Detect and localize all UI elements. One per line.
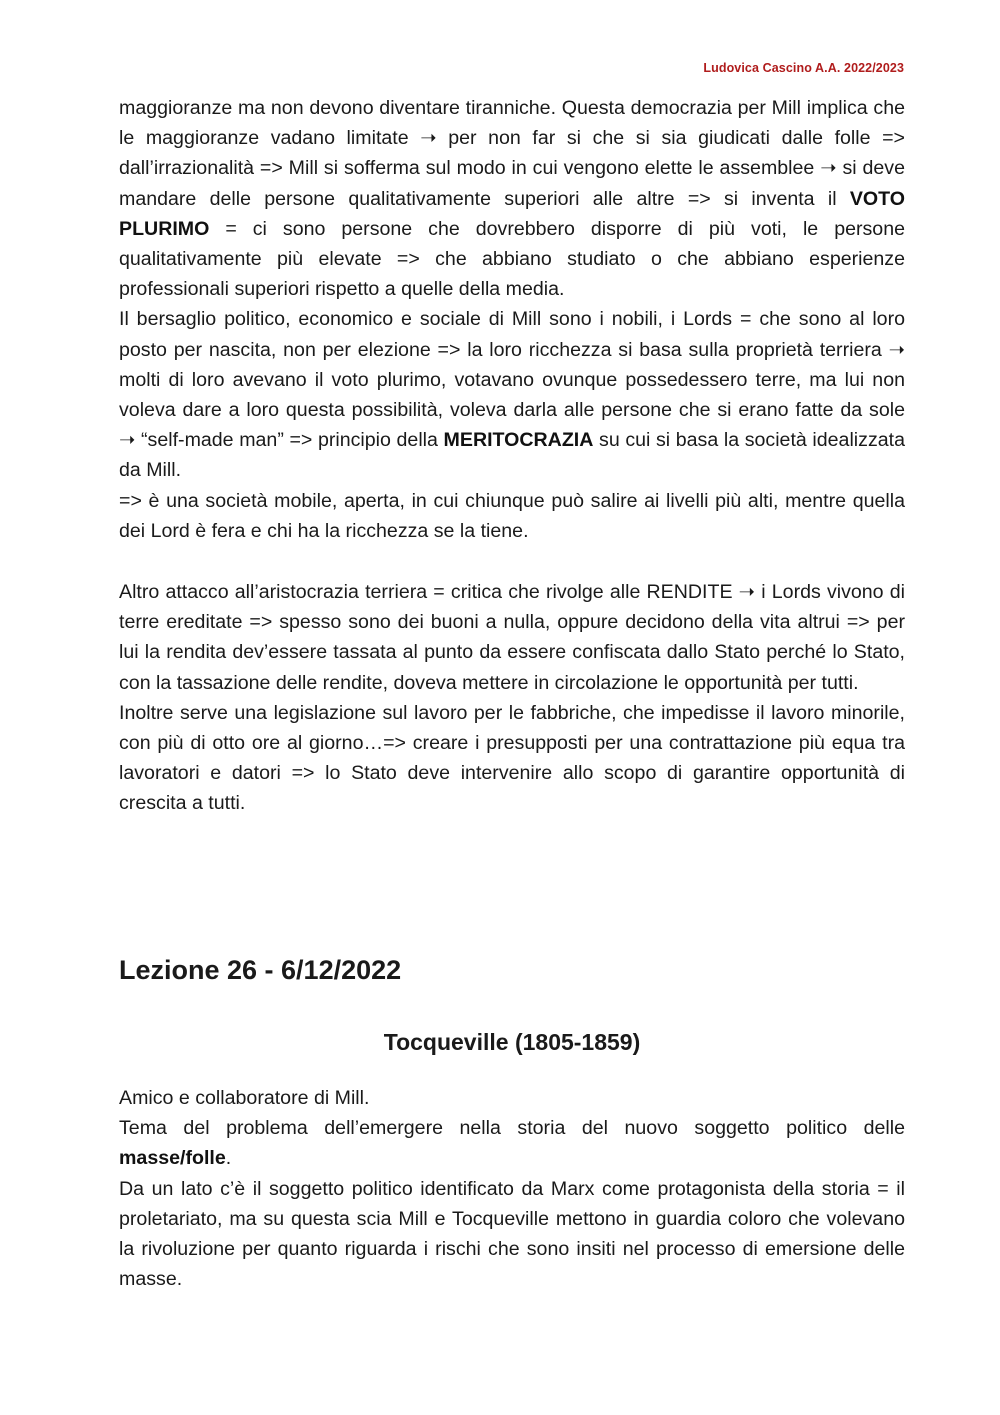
lesson-title: Lezione 26 - 6/12/2022 [119, 955, 402, 985]
bold-term-voto-plurimo: VOTO PLURIMO [119, 187, 905, 240]
paragraph-amico-mill: Amico e collaboratore di Mill. [119, 1087, 370, 1109]
paragraph-proletariato: Da un lato c’è il soggetto politico identificato da Marx come protagonista della storia = il proletariato, ma su questa scia Mill e Tocqueville mettono in guardia coloro che volevano la rivoluzione per quanto riguarda i rischi che sono insiti nel processo di emersione delle masse. [119, 1177, 905, 1291]
document-header: Ludovica Cascino A.A. 2022/2023 [703, 61, 904, 75]
paragraph-text: Tema del problema dell’emergere nella storia del nuovo soggetto politico delle [119, 1117, 905, 1140]
paragraph-societa-mobile: => è una società mobile, aperta, in cui chiunque può salire ai livelli più alti, mentre quella dei Lord è fera e chi ha la ricchezza se la tiene. [119, 489, 905, 542]
paragraph-masse-folle [119, 1113, 905, 1173]
page-content [119, 93, 905, 1291]
paragraph-text: = ci sono persone che dovrebbero disporre di più voti, le persone qualitativamente più elevate => che abbiano studiato o che abbiano esperienze professionali superiori rispetto a quelle della media. [119, 217, 905, 301]
paragraph-rendite: Altro attacco all’aristocrazia terriera = critica che rivolge alle RENDITE ➝ i Lords vivono di terre ereditate => spesso sono dei buoni a nulla, oppure decidono della vita altrui => per lui la rendita dev’essere tassata al punto da essere confiscata dallo Stato perché lo Stato, con la tassazione delle rendite, doveva mettere in circolazione le opportunità per tutti. [119, 581, 905, 694]
paragraph-voto-plurimo [119, 93, 905, 304]
paragraph-text: . [225, 1147, 232, 1170]
paragraph-text: maggioranze ma non devono diventare tiranniche. Questa democrazia per Mill implica che le maggioranze vadano limitate ➝ per non far si che si sia giudicati dalle folle => dall’irrazionalità => Mill si sofferma sul modo in cui vengono elette le assemblee ➝ si deve mandare delle persone qualitativamente superiori alle altre => si inventa il [119, 97, 905, 210]
bold-term-masse-folle: masse/folle [119, 1147, 226, 1170]
paragraph-text: su cui si basa la società idealizzata da Mill. [119, 429, 905, 482]
paragraph-legislazione-lavoro: Inoltre serve una legislazione sul lavoro per le fabbriche, che impedisse il lavoro minorile, con più di otto ore al giorno…=> creare i presupposti per una contrattazione più equa tra lavoratori e datori => lo Stato deve intervenire allo scopo di garantire opportunità di crescita a tutti. [119, 701, 905, 815]
section-title: Tocqueville (1805-1859) [383, 1029, 641, 1055]
bold-term-meritocrazia: MERITOCRAZIA [443, 429, 594, 452]
paragraph-meritocrazia [119, 304, 905, 485]
paragraph-text: Il bersaglio politico, economico e sociale di Mill sono i nobili, i Lords = che sono al loro posto per nascita, non per elezione => la loro ricchezza si basa sulla proprietà terriera ➝ molti di loro avevano il voto plurimo, votavano ovunque possedessero terre, ma lui non voleva dare a loro questa possibilità, voleva darla alle persone che si erano fatte da sole ➝ “self-made man” => principio della [119, 308, 905, 452]
paragraph-spacer [119, 546, 905, 577]
tocqueville-section [119, 1083, 905, 1294]
